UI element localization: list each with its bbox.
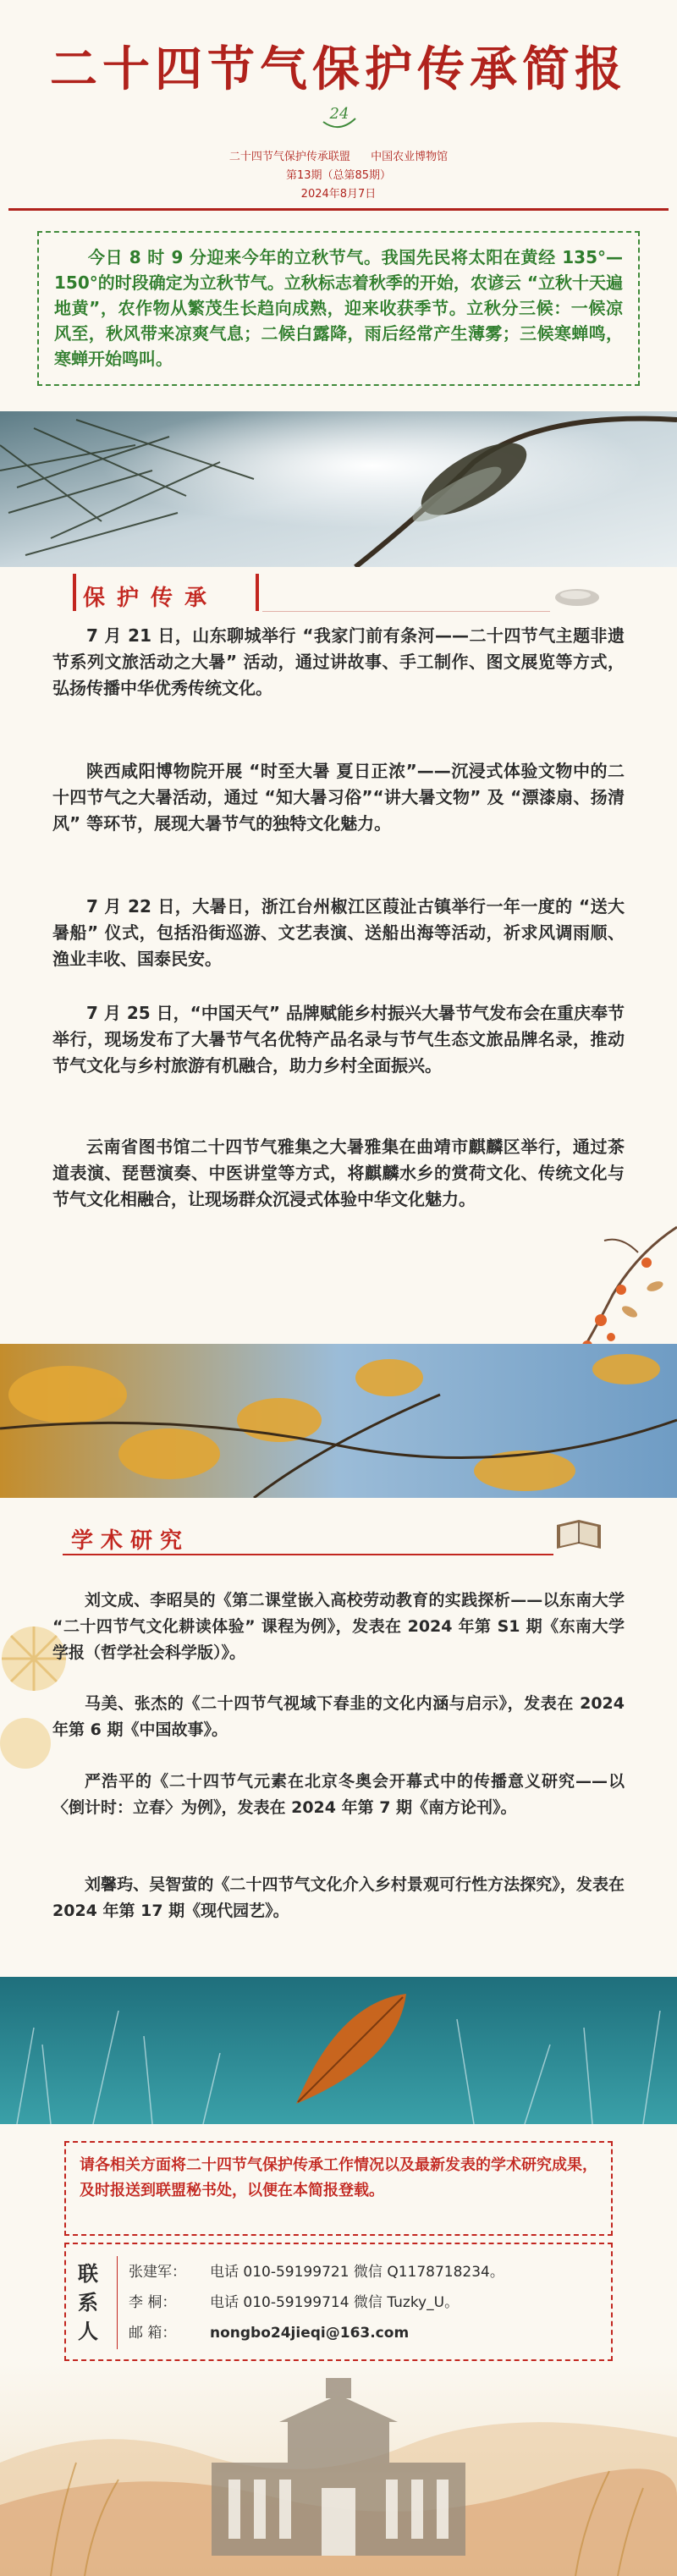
section-title-bar-right xyxy=(256,574,259,611)
issue-number: 第13期（总第85期） xyxy=(285,169,392,182)
contact-label: 联系人 xyxy=(78,2261,98,2343)
contact-email[interactable]: nongbo24jieqi@163.com xyxy=(210,2325,410,2342)
contact-name: 李 桐： xyxy=(129,2294,177,2311)
news-paragraph-1: 7 月 21 日，山东聊城举行 “我家门前有条河——二十四节气主题非遗节系列文旅活动之大暑” 活动，通过讲故事、手工制作、图文展览等方式， 弘扬传播中华优秀传统文化。 xyxy=(52,625,625,698)
section-title-bar-left xyxy=(73,574,76,611)
museum-building-illustration xyxy=(0,2361,677,2576)
section-title-research: 学术研究 xyxy=(71,1528,190,1554)
contact-box xyxy=(64,2243,613,2361)
issue-date: 2024年8月7日 xyxy=(300,188,377,201)
intro-box xyxy=(37,231,640,386)
contact-row-zhang xyxy=(129,2260,504,2281)
24-solar-terms-logo-icon xyxy=(320,100,359,134)
book-icon xyxy=(553,1515,604,1554)
section-title-underline-research xyxy=(63,1554,553,1555)
section-title-protection: 保护传承 xyxy=(83,586,219,611)
news-paragraph-2: 陕西咸阳博物院开展 “时至大暑 夏日正浓”——沉浸式体验文物中的二十四节气之大暑活动，通过 “知大暑习俗”“讲大暑文物” 及 “漂漆扇、扬清风” 等环节，展现大暑节气的独特文化魅力。 xyxy=(52,761,625,834)
masthead xyxy=(0,0,677,220)
submission-notice-text: 请各相关方面将二十四节气保护传承工作情况以及最新发表的学术研究成果，及时报送到联盟秘书处，以便在本简报登载。 xyxy=(80,2156,597,2199)
stone-icon xyxy=(553,587,601,608)
intro-text: 今日 8 时 9 分迎来今年的立秋节气。我国先民将太阳在黄经 135°—150°的时段确定为立秋节气。立秋标志着秋季的开始，农谚云 “立秋十天遍地黄”，农作物从繁茂生长趋向成熟，迎来收获季节。立秋分三候：一候凉风至，秋风带来凉爽气息；二候白露降，雨后经常产生薄雾；三候寒蝉鸣，寒蝉开始鸣叫。 xyxy=(54,247,623,369)
contact-separator xyxy=(117,2256,118,2349)
logo-number: 24 xyxy=(329,105,350,123)
newsletter-title: 二十四节气保护传承简报 xyxy=(50,41,627,97)
fallen-leaf-photo xyxy=(0,1977,677,2124)
research-paragraph-1: 刘文成、李昭昊的《第二课堂嵌入高校劳动教育的实践探析——以东南大学 “二十四节气文化耕读体验” 课程为例》，发表在 2024 年第 S1 期《东南大学学报（哲学社会科学版）》。 xyxy=(52,1591,625,1662)
header-divider xyxy=(8,208,669,211)
news-paragraph-4: 7 月 25 日，“中国天气” 品牌赋能乡村振兴大暑节气发布会在重庆奉节举行，现场发布了大暑节气名优特产品名录与节气生态文旅品牌名录，推动节气文化与乡村旅游有机融合，助力乡村全面振兴。 xyxy=(52,1003,625,1076)
org-museum: 中国农业博物馆 xyxy=(371,151,449,163)
autumn-leaves-photo xyxy=(0,1344,677,1498)
research-paragraph-3: 严浩平的《二十四节气元素在北京冬奥会开幕式中的传播意义研究——以〈倒计时：立春〉为例》，发表在 2024 年第 7 期《南方论刊》。 xyxy=(52,1772,625,1817)
contact-detail: 电话 010-59199721 微信 Q1178718234。 xyxy=(210,2264,504,2281)
section-title-underline xyxy=(262,611,550,612)
contact-name: 张建军： xyxy=(129,2264,186,2281)
contact-name: 邮 箱： xyxy=(129,2325,177,2342)
cicada-photo xyxy=(0,411,677,567)
research-paragraph-2: 马美、张杰的《二十四节气视域下春韭的文化内涵与启示》，发表在 2024 年第 6 期《中国故事》。 xyxy=(52,1694,625,1739)
org-alliance: 二十四节气保护传承联盟 xyxy=(228,151,350,163)
research-paragraph-4: 刘馨玙、吴智萤的《二十四节气文化介入乡村景观可行性方法探究》，发表在 2024 年第 17 期《现代园艺》。 xyxy=(52,1875,625,1920)
submission-notice-box xyxy=(64,2141,613,2236)
news-paragraph-5: 云南省图书馆二十四节气雅集之大暑雅集在曲靖市麒麟区举行，通过茶道表演、琵琶演奏、中医讲堂等方式，将麒麟水乡的赏荷文化、传统文化与节气文化相融合，让现场群众沉浸式体验中华文化魅力。 xyxy=(52,1137,625,1209)
news-paragraph-3: 7 月 22 日，大暑日，浙江台州椒江区葭沚古镇举行一年一度的 “送大暑船” 仪式，包括沿街巡游、文艺表演、送船出海等活动，祈求风调雨顺、渔业丰收、国泰民安。 xyxy=(52,896,625,969)
contact-detail: 电话 010-59199714 微信 Tuzky_U。 xyxy=(210,2294,460,2311)
contact-row-email xyxy=(129,2320,409,2342)
org-line xyxy=(0,147,677,163)
contact-row-li xyxy=(129,2290,459,2311)
